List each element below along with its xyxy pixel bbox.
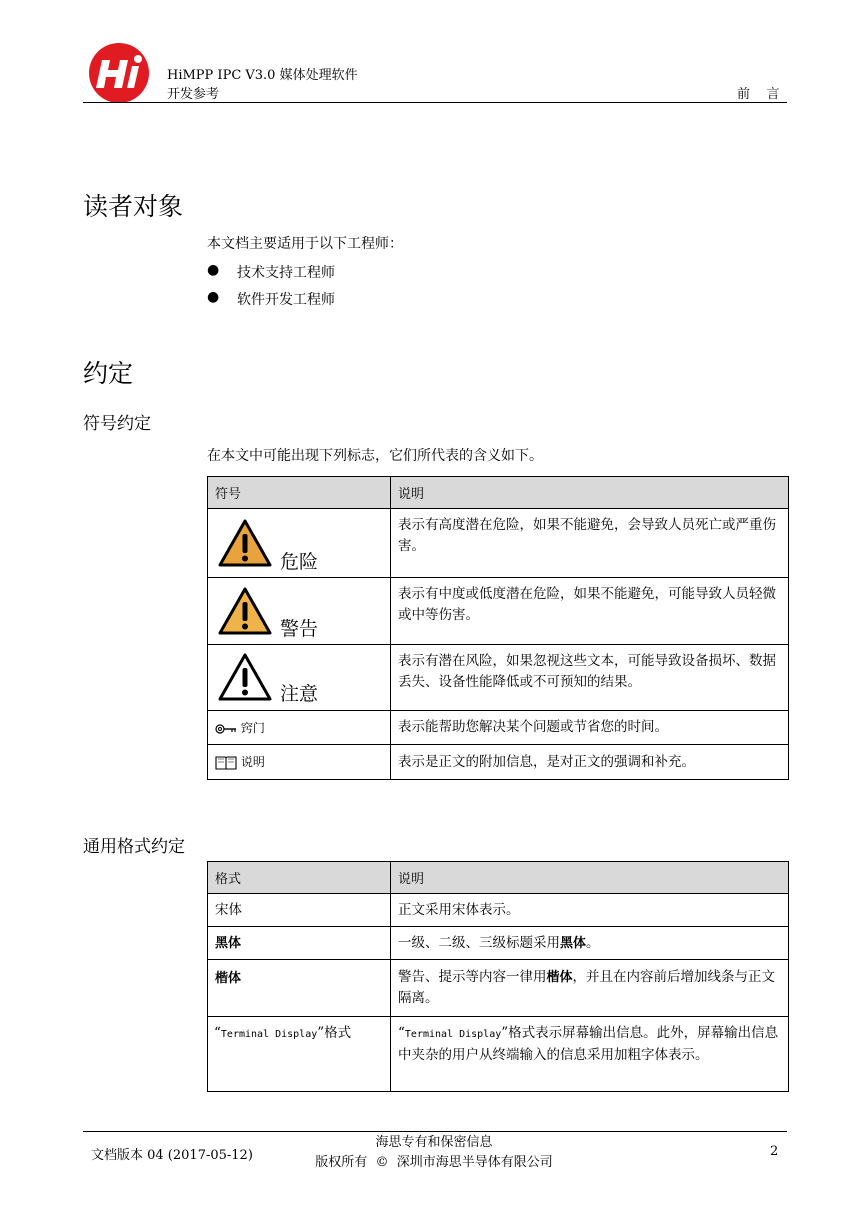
table-header-row (208, 862, 789, 894)
symbol-desc: 表示有潜在风险，如果忽视这些文本，可能导致设备损坏、数据丢失、设备性能降低或不可预知的结果。 (391, 645, 789, 711)
hi-logo-icon (88, 42, 150, 104)
symbols-heading: 符号约定 (83, 414, 151, 434)
formats-table (207, 861, 789, 1092)
table-row (208, 745, 789, 780)
format-desc: 一级、二级、三级标题采用黑体。 (391, 927, 789, 960)
bullet-icon: ● (207, 289, 220, 305)
conventions-heading: 约定 (83, 359, 134, 388)
table-row (208, 960, 789, 1017)
format-name: 黑体 (208, 927, 391, 960)
footer-page-number: 2 (770, 1144, 779, 1159)
symbol-cell (208, 578, 391, 645)
format-name: “Terminal Display”格式 (208, 1017, 391, 1092)
symbol-label: 危险 (280, 551, 319, 573)
symbols-intro: 在本文中可能出现下列标志，它们所代表的含义如下。 (207, 448, 543, 464)
format-name: 宋体 (208, 894, 391, 927)
key-icon (215, 724, 237, 734)
danger-warning-triangle-icon (218, 519, 272, 567)
symbols-table (207, 476, 789, 780)
symbol-desc: 表示有高度潜在危险，如果不能避免，会导致人员死亡或严重伤害。 (391, 509, 789, 578)
format-desc: 正文采用宋体表示。 (391, 894, 789, 927)
footer-copyright: 版权所有 © 深圳市海思半导体有限公司 (315, 1155, 553, 1170)
book-icon (215, 755, 237, 771)
company-logo (88, 42, 150, 104)
table-header-row (208, 477, 789, 509)
header-doc-type: 开发参考 (167, 87, 220, 102)
table-row (208, 711, 789, 745)
col-format-header: 格式 (208, 862, 391, 894)
table-row (208, 509, 789, 578)
col-desc-header: 说明 (391, 862, 789, 894)
symbol-label: 窍门 (240, 721, 265, 735)
header-rule (83, 102, 787, 103)
formats-heading: 通用格式约定 (83, 837, 185, 857)
caution-triangle-icon (218, 653, 272, 701)
table-row (208, 927, 789, 960)
symbol-cell (208, 645, 391, 711)
footer-version: 文档版本 04 (2017-05-12) (91, 1148, 253, 1163)
format-desc: 警告、提示等内容一律用楷体，并且在内容前后增加线条与正文隔离。 (391, 960, 789, 1017)
symbol-label: 注意 (280, 683, 319, 705)
symbol-desc: 表示能帮助您解决某个问题或节省您的时间。 (391, 711, 789, 745)
symbol-label: 警告 (280, 618, 319, 640)
table-row (208, 645, 789, 711)
table-row (208, 894, 789, 927)
table-row (208, 1017, 789, 1092)
symbol-label: 说明 (240, 755, 265, 770)
warning-triangle-icon (218, 587, 272, 635)
footer-confidential: 海思专有和保密信息 (375, 1135, 493, 1150)
symbol-cell (208, 711, 391, 745)
header-section: 前 言 (737, 87, 780, 102)
symbol-cell (208, 509, 391, 578)
symbol-desc: 表示是正文的附加信息，是对正文的强调和补充。 (391, 745, 789, 780)
readers-heading: 读者对象 (83, 192, 184, 221)
symbol-desc: 表示有中度或低度潜在危险，如果不能避免，可能导致人员轻微或中等伤害。 (391, 578, 789, 645)
bullet-icon: ● (207, 262, 220, 278)
col-desc-header: 说明 (391, 477, 789, 509)
header-product-line: HiMPP IPC V3.0 媒体处理软件 (167, 68, 358, 83)
format-name: 楷体 (208, 960, 391, 1017)
format-desc: “Terminal Display”格式表示屏幕输出信息。此外，屏幕输出信息中夹杂的用户从终端输入的信息采用加粗字体表示。 (391, 1017, 789, 1092)
symbol-cell (208, 745, 391, 780)
readers-intro: 本文档主要适用于以下工程师： (207, 236, 403, 252)
col-symbol-header: 符号 (208, 477, 391, 509)
table-row (208, 578, 789, 645)
